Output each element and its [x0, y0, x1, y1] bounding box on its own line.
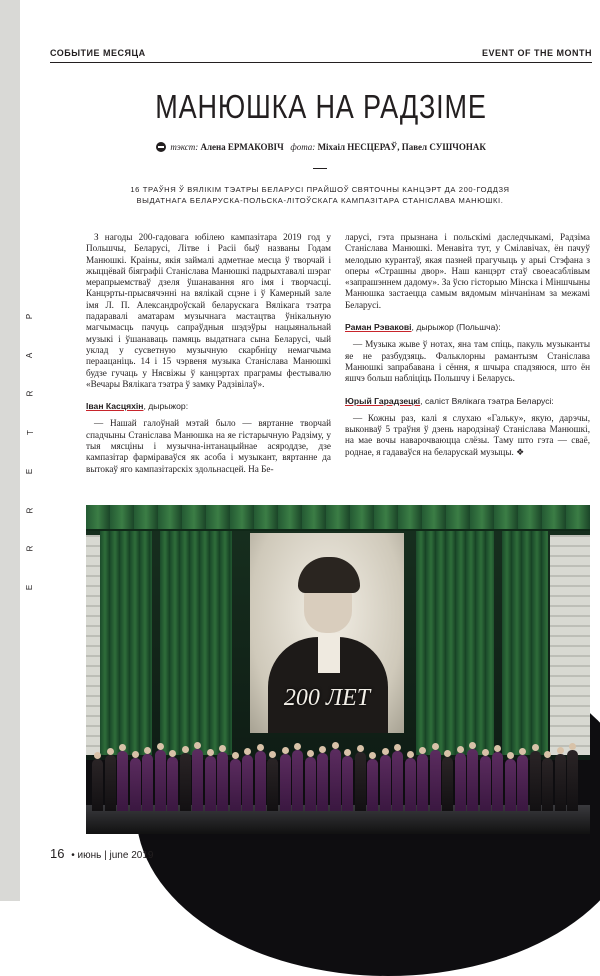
side-letter: P — [25, 313, 35, 320]
photo-credit-label: фота: — [290, 142, 316, 152]
choir-singer — [192, 749, 203, 811]
quote-paragraph: — Музыка жыве ў нотах, яна там спіць, пакуль музыканты яе не разбудзяць. Фальклорны рамантызм Станіслава Манюшкі запрабавана і сёння, я шчыра спадзяюся, што ён яшчэ больш набліціць Польшчу і Беларусь. — [345, 339, 590, 384]
quote-paragraph: — Нашай галоўнай мэтай было — вяртанне творчай спадчыны Станіслава Манюшка на яе гістарычную Радзіму, у тыя мясціны і музычна-інтанацыйнае асяроддзе, дзе кампазітар фарміраваўся як асоба і музыкант, вяртанне да вытокаў яго кампазітарскіх здольнасцей. На Бе- — [86, 418, 331, 474]
text-credit-icon — [156, 142, 166, 152]
text-column-1 — [86, 232, 331, 486]
choir-singer — [180, 753, 191, 811]
sheet-music-backdrop — [550, 535, 590, 755]
choir-singer — [105, 755, 116, 811]
stage-curtain — [502, 517, 548, 755]
composer-portrait — [250, 533, 404, 733]
side-letter: T — [25, 430, 35, 436]
stage-valance — [86, 505, 590, 531]
side-letter: R — [25, 391, 35, 397]
choir-singer — [330, 749, 341, 811]
speaker-role: , дырыжор (Польшча): — [411, 322, 501, 333]
choir-singer — [567, 750, 578, 811]
article-credits — [50, 142, 592, 152]
footer-separator: • — [71, 850, 75, 861]
choir-singer — [292, 750, 303, 811]
stage-curtain — [160, 517, 232, 755]
text-column-2 — [345, 232, 590, 469]
speaker-role: , саліст Вялікага тэатра Беларусі: — [420, 395, 554, 406]
choir-singer — [242, 755, 253, 811]
choir-singer — [442, 757, 453, 811]
choir-singer — [267, 758, 278, 811]
choir-singer — [130, 758, 141, 811]
choir-singer — [142, 754, 153, 811]
stage-curtain — [100, 517, 152, 755]
page-number: 16 — [50, 846, 65, 861]
running-header — [50, 46, 592, 63]
choir-singer — [305, 757, 316, 811]
choir-singer — [480, 756, 491, 811]
choir-singer — [380, 755, 391, 811]
quote-paragraph: — Кожны раз, калі я слухаю «Гальку», якую, дарэчы, выконваў 5 траўня ў дзень народзінаў Станіслава Манюшкі, на мае вочы навaрочваюцца слёзы. Таму што гэта — сваё, роднае, я гадаваўся на беларускай музыцы. ❖ — [345, 412, 590, 457]
issue-date: июнь | june 2019 — [77, 850, 154, 861]
choir-singer — [205, 756, 216, 811]
text-author: Алена ЕРМАКОВІЧ — [200, 142, 284, 152]
left-margin-strip — [0, 0, 20, 901]
choir-group — [92, 741, 586, 811]
choir-singer — [542, 758, 553, 811]
anniversary-label: 200 ЛЕТ — [283, 685, 371, 711]
article-lead: 16 ТРАЎНЯ Ў ВЯЛІКІМ ТЭАТРЫ БЕЛАРУСІ ПРАЙШОЎ СВЯТОЧНЫ КАНЦЭРТ ДА 200-ГОДДЗЯ ВЫДАТНАГА БЕЛАРУСКА-ПОЛЬСКА-ЛІТОЎСКАГА КАМПАЗІТАРА СТАНІСЛАВА МАНЮШКІ. — [130, 185, 510, 205]
paragraph: З нагоды 200-гадовага юбілею кампазітара 2019 год у Польшчы, Беларусі, Літве і Расіі быў названы Годам Манюшкі. Краіны, якія займалі адметнае месца ў творчай і жыццёвай біяграфіі Станіслава Манюшкі падрыхтавалі шэраг мерапрыемстваў дзеля ўшанавання яго імя і творчасці. Канцэрты-прысвячэнні на вялікай сцэне і ў Камерный зале імя Л. П. Александроўскай беларускага Вялікага тэатра падаравалі аматарам музычнага мастацтва ўнікальную магчымасць пачуць сапраўдныя шэдэўры нацыянальнай музыкі і ўшанаваць памяць выдатнага сына Беларусі, чый уклад у сусветную музычную скарбніцу немагчыма пераацаніць. 14 і 15 чэрвеня музыка Станіслава Манюшкі будзе гучаць у Нясвіжы ў канцэртах праграмы фестывалю «Вечары Вялікага тэатра ў замку Радзівілаў». — [86, 232, 331, 389]
choir-singer — [230, 759, 241, 811]
side-letter: R — [25, 507, 35, 513]
choir-singer — [530, 751, 541, 811]
choir-singer — [317, 753, 328, 811]
side-letter: E — [25, 584, 35, 591]
choir-singer — [517, 755, 528, 811]
speaker-line — [345, 396, 590, 407]
choir-singer — [467, 749, 478, 811]
choir-singer — [367, 759, 378, 811]
portrait-shirt — [318, 633, 340, 673]
choir-singer — [255, 751, 266, 811]
speaker-name: Іван Касцяхін — [86, 401, 144, 412]
choir-singer — [417, 754, 428, 811]
choir-singer — [555, 754, 566, 811]
concert-photo — [86, 505, 590, 834]
stage-curtain — [416, 517, 494, 755]
speaker-name: Юрый Гарадзецкі — [345, 395, 421, 406]
side-letter: E — [25, 468, 35, 474]
choir-singer — [492, 752, 503, 811]
choir-singer — [455, 753, 466, 811]
section-label-ru: СОБЫТИЕ МЕСЯЦА — [50, 48, 146, 58]
choir-singer — [155, 750, 166, 811]
side-section-label — [22, 312, 38, 592]
speaker-line — [86, 401, 331, 412]
choir-singer — [167, 757, 178, 811]
title-divider — [313, 168, 327, 169]
speaker-line — [345, 322, 590, 333]
choir-singer — [117, 751, 128, 811]
speaker-name: Раман Рэвакові — [345, 322, 412, 333]
article-title: МАНЮШКА НА РАДЗІМЕ — [155, 88, 487, 125]
section-label-en: EVENT OF THE MONTH — [482, 48, 592, 58]
portrait-hair — [298, 557, 360, 593]
side-letter: A — [25, 352, 35, 358]
choir-singer — [505, 759, 516, 811]
side-letter: R — [25, 545, 35, 552]
text-credit-label: тэкст: — [170, 142, 199, 152]
choir-singer — [430, 750, 441, 811]
choir-singer — [217, 752, 228, 811]
choir-singer — [355, 752, 366, 811]
choir-singer — [405, 758, 416, 811]
photo-authors: Міхаіл НЕСЦЕРАЎ, Павел СУШЧОНАК — [317, 142, 486, 152]
paragraph: ларусі, гэта прызнана і польскімі даследчыкамі, Радзіма Станіслава Манюшкі. Менавіта тут, у Смілавічах, ён пачуў мелодыю курантаў, якая пазней прагучыць у арыі Стэфана з оперы «Страшны двор». Наш канцэрт стаў своеасаблівым «запрашэннем дадому». За ўсю гісторыю Мінска і Міншчыны Манюшка застаецца самым вядомым мінчанінам за межамі Беларусі. — [345, 232, 590, 310]
speaker-role: , дырыжор: — [143, 401, 189, 412]
choir-singer — [280, 754, 291, 811]
page-footer — [50, 846, 153, 861]
choir-singer — [92, 759, 103, 811]
choir-singer — [342, 756, 353, 811]
choir-singer — [392, 751, 403, 811]
